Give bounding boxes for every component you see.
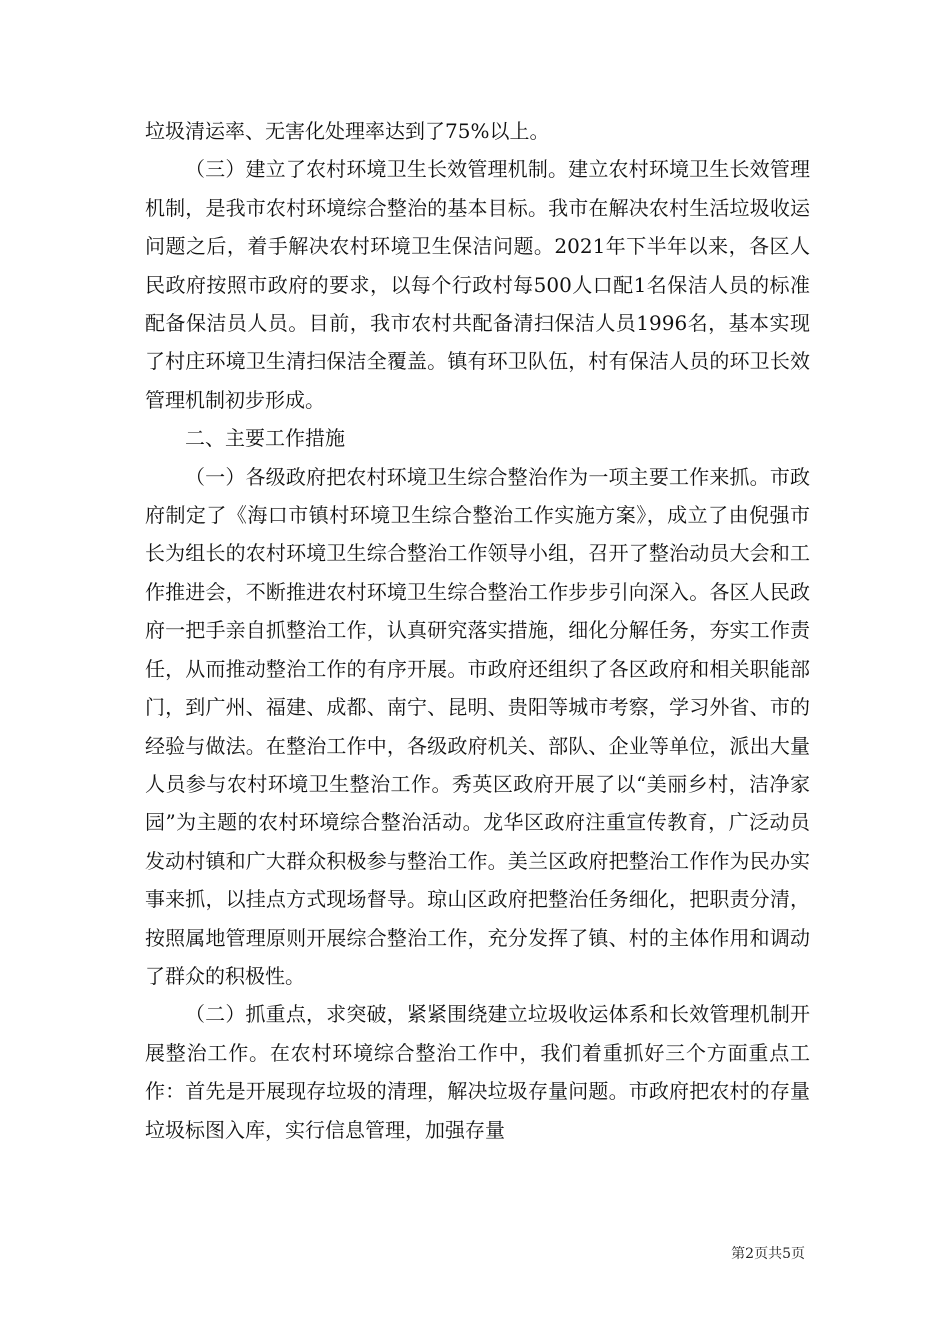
paragraph-section-three: （三）建立了农村环境卫生长效管理机制。建立农村环境卫生长效管理机制，是我市农村环境综合整治的基本目标。我市在解决农村生活垃圾收运问题之后，着手解决农村环境卫生保洁问题。2021年下半年以来，各区人民政府按照市政府的要求，以每个行政村每500人口配1名保洁人员的标准配备保洁员人员。目前，我市农村共配备清扫保洁人员1996名，基本实现了村庄环境卫生清扫保洁全覆盖。镇有环卫队伍，村有保洁人员的环卫长效管理机制初步形成。 <box>145 157 810 412</box>
paragraph-measure-one: （一）各级政府把农村环境卫生综合整治作为一项主要工作来抓。市政府制定了《海口市镇村环境卫生综合整治工作实施方案》，成立了由倪强市长为组长的农村环境卫生综合整治工作领导小组，召开了整治动员大会和工作推进会，不断推进农村环境卫生综合整治工作步步引向深入。各区人民政府一把手亲自抓整治工作，认真研究落实措施，细化分解任务，夯实工作责任，从而推动整治工作的有序开展。市政府还组织了各区政府和相关职能部门，到广州、福建、成都、南宁、昆明、贵阳等城市考察，学习外省、市的经验与做法。在整治工作中，各级政府机关、部队、企业等单位，派出大量人员参与农村环境卫生整治工作。秀英区政府开展了以“美丽乡村，洁净家园”为主题的农村环境综合整治活动。龙华区政府注重宣传教育，广泛动员发动村镇和广大群众积极参与整治工作。美兰区政府把整治工作作为民办实事来抓，以挂点方式现场督导。琼山区政府把整治任务细化，把职责分清，按照属地管理原则开展综合整治工作，充分发挥了镇、村的主体作用和调动了群众的积极性。 <box>145 464 810 988</box>
paragraph-measure-two: （二）抓重点，求突破，紧紧围绕建立垃圾收运体系和长效管理机制开展整治工作。在农村环境综合整治工作中，我们着重抓好三个方面重点工作：首先是开展现存垃圾的清理，解决垃圾存量问题。市政府把农村的存量垃圾标图入库，实行信息管理，加强存量 <box>145 1002 810 1142</box>
document-body <box>145 112 810 1149</box>
section-heading-main-measures: 二、主要工作措施 <box>185 426 345 451</box>
paragraph-continuation: 垃圾清运率、无害化处理率达到了75%以上。 <box>145 119 550 143</box>
page-number-footer: 第2页共5页 <box>731 1246 805 1262</box>
